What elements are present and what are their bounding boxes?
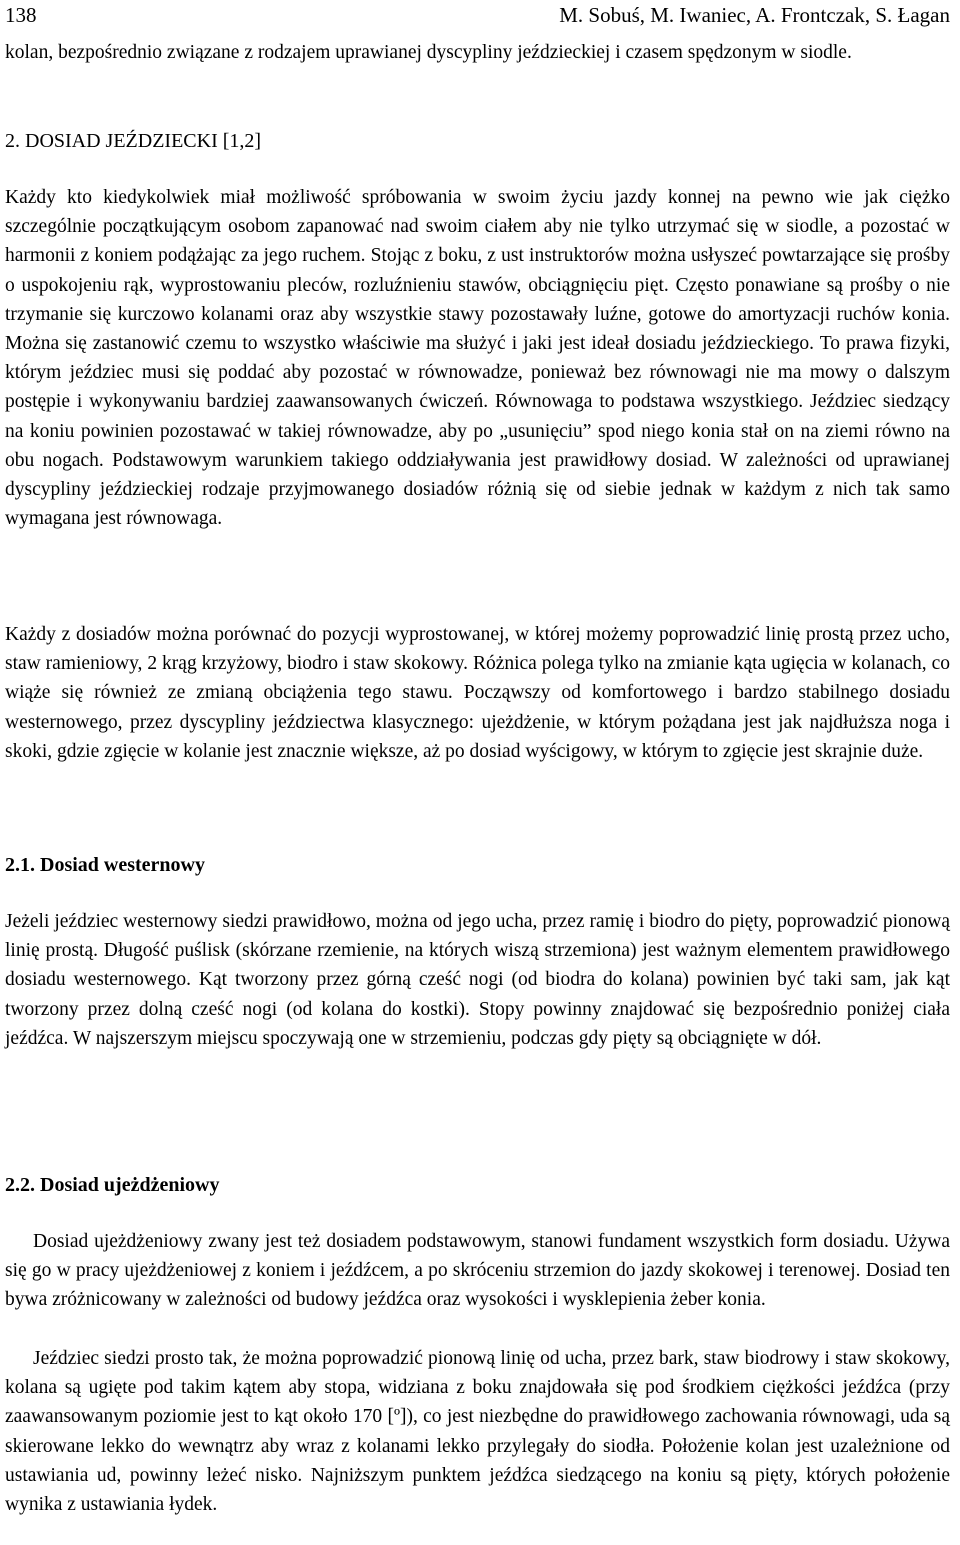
page-number: 138	[5, 3, 37, 27]
header-authors: M. Sobuś, M. Iwaniec, A. Frontczak, S. Łagan	[559, 3, 950, 27]
section-2-2-paragraph-2: Jeździec siedzi prosto tak, że można poprowadzić pionową linię od ucha, przez bark, staw biodrowy i staw skokowy, kolana są ugięte pod takim kątem aby stopa, widziana z boku znajdowała się pod środkiem ciężkości jeźdźca (przy zaawansowanym poziomie jest to kąt około 170 [º]), co jest niezbędne do prawidłowego zachowania równowagi, uda są skierowane lekko do wewnątrz aby wraz z kolanami lekko przylegały do siodła. Położenie kolan jest uzależnione od ustawiania ud, powinny leżeć nisko. Najniższym punktem jeźdźca siedzącego na koniu są pięty, których położenie wynika z ustawiania łydek.	[5, 1348, 950, 1516]
section-2-1-title: Dosiad westernowy	[40, 854, 205, 876]
section-2-2-paragraph-1: Dosiad ujeżdżeniowy zwany jest też dosiadem podstawowym, stanowi fundament wszystkich form dosiadu. Używa się go w pracy ujeżdżeniowej z koniem i jeźdźcem, a po skróceniu strzemion do jazdy skokowej i terenowej. Dosiad ten bywa zróżnicowany w zależności od budowy jeźdźca oraz wysokości i wysklepienia żeber konia.	[5, 1231, 950, 1311]
section-2-heading: 2. DOSIAD JEŹDZIECKI [1,2]	[5, 130, 262, 152]
section-2-paragraph-2: Każdy z dosiadów można porównać do pozycji wyprostowanej, w której możemy poprowadzić linię prostą przez ucho, staw ramieniowy, 2 krąg krzyżowy, biodro i staw skokowy. Różnica polega tylko na zmianie kąta ugięcia w kolanach, co wiąże się również ze zmianą obciążenia tego stawu. Począwszy od komfortowego i bardzo stabilnego dosiadu westernowego, przez dyscypliny jeździectwa klasycznego: ujeżdżenie, w którym pożądana jest jak najdłuższa noga i skoki, gdzie zgięcie w kolanie jest znacznie większe, aż po dosiad wyścigowy, w którym to zgięcie jest skrajnie duże.	[5, 624, 950, 762]
section-2-1-heading	[5, 852, 205, 878]
section-2-2-heading	[5, 1172, 219, 1198]
section-2-1-number: 2.1.	[5, 854, 35, 876]
section-2-paragraph-1: Każdy kto kiedykolwiek miał możliwość spróbowania w swoim życiu jazdy konnej na pewno wie jak ciężko szczególnie początkującym osobom zapanować nad swoim ciałem aby nie tylko utrzymać się w siodle, a pozostać w harmonii z koniem podążając za jego ruchem. Stojąc z boku, z ust instruktorów można usłyszeć powtarzające się prośby o uspokojeniu rąk, wyprostowaniu pleców, rozluźnieniu stawów, obciągnięciu pięt. Często ponawiane są prośby o nie trzymanie się kurczowo kolanami oraz aby wszystkie stawy pozostawały luźne, gotowe do amortyzacji ruchów konia. Można się zastanowić czemu to wszystko właściwie ma służyć i jaki jest ideał dosiadu jeździeckiego. To prawa fizyki, którym jeździec musi się poddać aby pozostać w równowadze, ponieważ bez równowagi nie ma mowy o dalszym postępie i wykonywaniu bardziej zaawansowanych ćwiczeń. Równowaga to podstawa wszystkiego. Jeździec siedzący na koniu powinien pozostawać w takiej równowadze, aby po „usunięciu” spod niego konia stał on na ziemi równo na obu nogach. Podstawowym warunkiem takiego oddziaływania jest prawidłowy dosiad. W zależności od uprawianej dyscypliny jeździeckiej rodzaje przyjmowanego dosiadów różnią się od siebie jednak w każdym z nich tak samo wymagana jest równowaga.	[5, 187, 950, 530]
section-2-2-number: 2.2.	[5, 1174, 35, 1196]
intro-fragment-paragraph: kolan, bezpośrednio związane z rodzajem uprawianej dyscypliny jeździeckiej i czasem spędzonym w siodle.	[5, 42, 852, 63]
section-2-1-paragraph: Jeżeli jeździec westernowy siedzi prawidłowo, można od jego ucha, przez ramię i biodro do pięty, poprowadzić pionową linię prostą. Długość puślisk (skórzane rzemienie, na których wiszą strzemiona) jest ważnym elementem prawidłowego dosiadu westernowego. Kąt tworzony przez górną cześć nogi (od biodra do kolana) powinien być taki sam, jak kąt tworzony przez dolną cześć nogi (od kolana do kostki). Stopy powinny znajdować się bezpośrednio poniżej ciała jeźdźca. W najszerszym miejscu spoczywają one w strzemieniu, podczas gdy pięty są obciągnięte w dół.	[5, 911, 950, 1049]
section-2-2-title: Dosiad ujeżdżeniowy	[40, 1174, 220, 1196]
